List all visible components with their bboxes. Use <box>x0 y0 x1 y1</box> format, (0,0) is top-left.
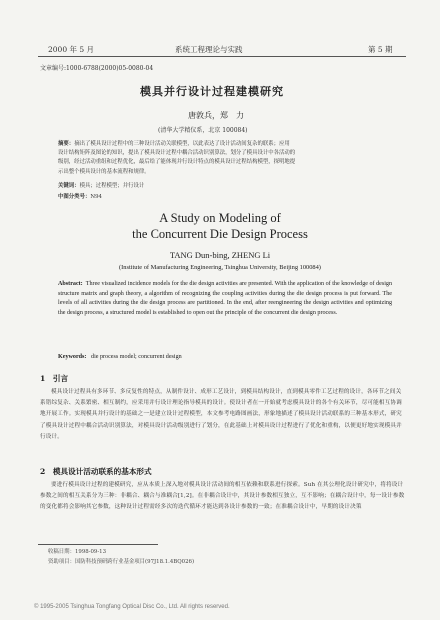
footnote-rule <box>38 544 158 545</box>
cn-title: 模具并行设计过程建模研究 <box>140 85 284 98</box>
section-1-title: 1 引言 <box>40 374 69 383</box>
header-date: 2000 年 5 月 <box>48 45 95 54</box>
en-affiliation: (Institute of Manufacturing Engineering, Tsinghua University, Beijing 100084) <box>119 264 321 271</box>
cn-authors: 唐敦兵，郑 力 <box>188 111 244 120</box>
en-keywords-text: die process model; concurrent design <box>91 354 182 360</box>
en-abstract-text: Three visualized incidence models for the die design activities are presented. With the application of the knowledge of design structure matrix and graph theory, a algorithm of recognizing the coupling activities during the die design process is put forward. The levels of all activities during the die design process are partitioned. In the end, after reengineering the design activities and optimizing the design process, a structured model is established to open out the principle of the concurrent die design process. <box>58 281 392 316</box>
section-1-body: 模具设计过程具有多环节、多反复性的特点，从制件设计、成形工艺设计，到模具结构设计，直到模具零件工艺过程的设计，各环节之间关系错综复杂、关系繁密、相互制约，应采用并行设计理论指导模具的设计。使设计者在一开始就考虑模具设计的各个有关环节，尽可能相互协调地开展工作。实现模具并行设计的基础之一是建立设计过程模型，本文参考电路图画法，形象地描述了模具设计活动联系的三种基本形式，研究了模具设计过程中耦合活动识别算法，对模具设计活动级别进行了划分，在此基础上对模具设计过程进行了优化和重构，以便更好地实现模具并行设计。 <box>40 389 402 440</box>
header-journal: 系统工程理论与实践 <box>175 45 243 54</box>
en-abstract <box>58 280 392 318</box>
cn-abstract-label: 摘要： <box>58 141 75 147</box>
section-2-title: 2 模具设计活动联系的基本形式 <box>40 467 152 476</box>
header-rule <box>38 56 406 57</box>
cn-affiliation: (清华大学精仪系，北京 100084) <box>158 127 248 134</box>
en-keywords <box>58 353 392 363</box>
en-abstract-label: Abstract: <box>58 281 83 287</box>
cn-classification <box>58 193 388 202</box>
footnote-funding: 资助项目：国防科技预研跨行业基金项目(97J18.1.4BQ026) <box>48 559 195 565</box>
cn-abstract-line-3: 级别，经过活动重组和过程优化，最后给了能体现并行设计特点的模具设计过程结构模型，探明地提 <box>58 159 296 166</box>
cn-class-text: N94 <box>90 194 102 200</box>
copyright-notice: © 1995-2005 Tsinghua Tongfang Optical Disc Co., Ltd. All rights reserved. <box>34 604 230 610</box>
cn-abstract-line-1: 摘要：摘出了模具设计过程中的三种设计活动关联模型，以此表达了设计活动间复杂的联系；应用 <box>58 141 290 147</box>
en-title-line-1: A Study on Modeling of <box>159 211 281 225</box>
footnote-received: 收稿日期：1998-09-13 <box>48 549 107 555</box>
cn-abstract-line-4: 示出整个模具设计的基本流程和规律。 <box>58 168 150 175</box>
cn-class-label: 中图分类号： <box>58 194 91 200</box>
en-keywords-label: Keywords: <box>58 354 87 360</box>
cn-keywords <box>58 182 388 191</box>
header-issue: 第 5 期 <box>368 45 393 54</box>
en-title-line-2: the Concurrent Die Design Process <box>132 227 308 241</box>
en-authors: TANG Dun-bing, ZHENG Li <box>169 250 271 260</box>
cn-abstract-line-2: 设计结构矩阵及图论的知识，提出了模具设计过程中耦合活动识别算法，划分了模具设计中各活动的 <box>58 150 296 157</box>
article-id: 文章编号:1000-6788(2000)05-0080-04 <box>40 65 154 72</box>
cn-abstract <box>58 140 388 177</box>
section-2-body: 要进行模具设计过程的建模研究，应从本质上深入地对模具设计活动间的相互依赖和联系进行探索。Suh 在其公理化设计研究中，将将设计参数之间的相互关系分为三种：非耦合、耦合与准耦合[1,2]。在非耦合设计中，其设计参数相互独立，互不影响；在耦合设计中，每一设计参数的变化都将会影响其它参数，这种设计过程需经多次的迭代循环才能达到各设计参数的一致；在准耦合设计中，早期的设计决策 <box>40 482 405 511</box>
cn-keywords-label: 关键词： <box>58 183 80 189</box>
cn-keywords-text: 模具；过程模型；并行设计 <box>79 183 145 189</box>
